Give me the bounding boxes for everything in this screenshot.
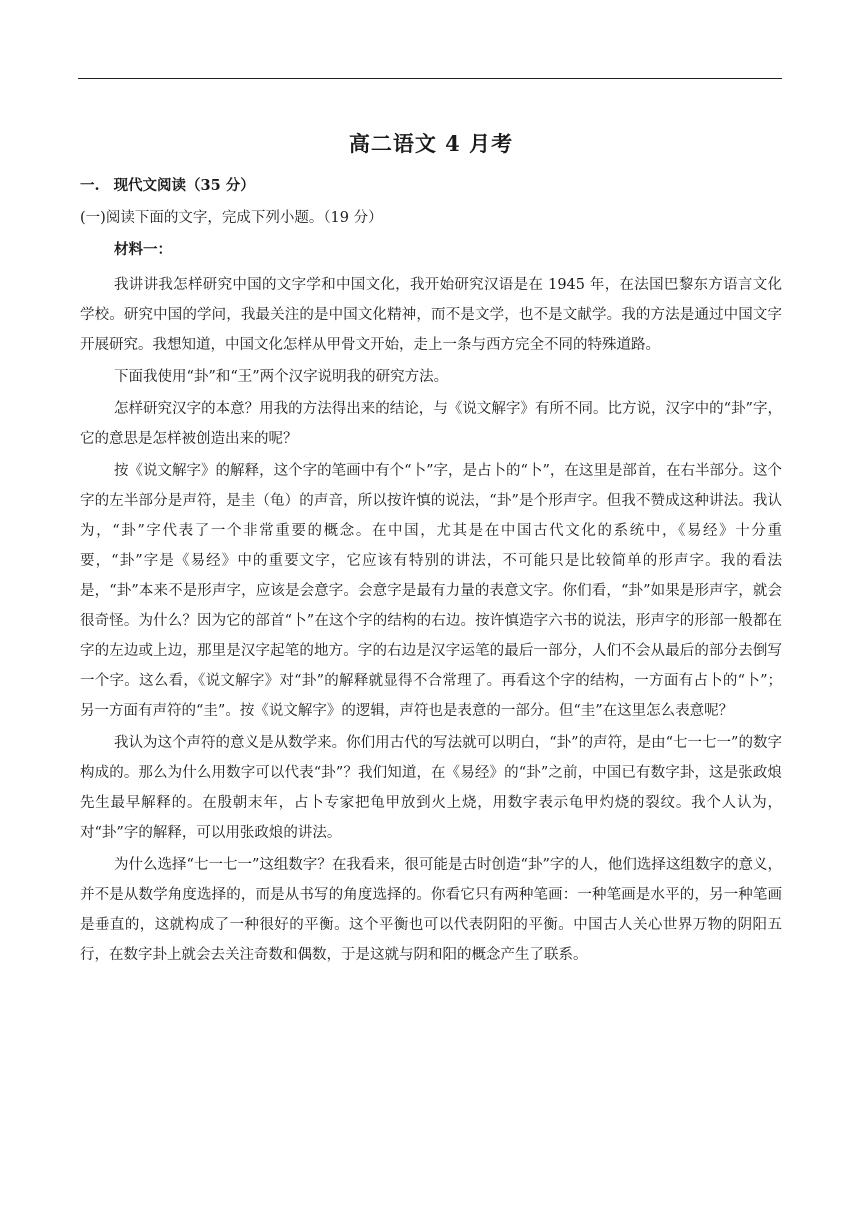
paragraph: 为什么选择“七一七一”这组数字？在我看来，很可能是古时创造“卦”字的人，他们选择这组数字的意义，并不是从数学角度选择的，而是从书写的角度选择的。你看它只有两种笔画：一种笔画是水平的，另一种笔画是垂直的，这就构成了一种很好的平衡。这个平衡也可以代表阴阳的平衡。中国古人关心世界万物的阴阳五行，在数字卦上就会去关注奇数和偶数，于是这就与阴和阳的概念产生了联系。 [80, 857, 782, 963]
paragraph: 怎样研究汉字的本意？用我的方法得出来的结论，与《说文解字》有所不同。比方说，汉字中的“卦”字，它的意思是怎样被创造出来的呢？ [80, 401, 782, 447]
paragraph: 下面我使用“卦”和“王”两个汉字说明我的研究方法。 [114, 369, 449, 385]
header-rule [78, 78, 782, 79]
paragraph: 我认为这个声符的意义是从数学来。你们用古代的写法就可以明白，“卦”的声符，是由“七一七一”的数字构成的。那么为什么用数字可以代表“卦”？我们知道，在《易经》的“卦”之前，中国已有数字卦，这是张政烺先生最早解释的。在殷朝末年，占卜专家把龟甲放到火上烧，用数字表示龟甲灼烧的裂纹。我个人认为，对“卦”字的解释，可以用张政烺的讲法。 [80, 735, 782, 841]
section-number: 一. [80, 177, 100, 194]
paragraph: 我讲讲我怎样研究中国的文字学和中国文化，我开始研究汉语是在 1945 年，在法国巴黎东方语言文化学校。研究中国的学问，我最关注的是中国文化精神，而不是文学，也不是文献学。我的方法是通过中国文字开展研究。我想知道，中国文化怎样从甲骨文开始，走上一条与西方完全不同的特殊道路。 [80, 277, 782, 353]
paragraph: 按《说文解字》的解释，这个字的笔画中有个“卜”字，是占卜的“卜”，在这里是部首，在右半部分。这个字的左半部分是声符，是圭（龟）的声音，所以按许慎的说法，“卦”是个形声字。但我不赞成这种讲法。我认为，“卦”字代表了一个非常重要的概念。在中国，尤其是在中国古代文化的系统中，《易经》十分重要，“卦”字是《易经》中的重要文字，它应该有特别的讲法，不可能只是比较简单的形声字。我的看法是，“卦”本来不是形声字，应该是会意字。会意字是最有力量的表意文字。你们看，“卦”如果是形声字，就会很奇怪。为什么？因为它的部首“卜”在这个字的结构的右边。按许慎造字六书的说法，形声字的形部一般都在字的左边或上边，那里是汉字起笔的地方。字的右边是汉字运笔的最后一部分，人们不会从最后的部分去倒写一个字。这么看，《说文解字》对“卦”的解释就显得不合常理了。再看这个字的结构，一方面有占卜的“卜”；另一方面有声符的“圭”。按《说文解字》的逻辑，声符也是表意的一部分。但“圭”在这里怎么表意呢？ [80, 463, 782, 719]
material-label: 材料一： [114, 241, 172, 258]
page-content [80, 128, 782, 972]
page-title: 高二语文 4 月考 [348, 131, 514, 156]
subsection-instruction: (一)阅读下面的文字，完成下列小题。（19 分） [80, 210, 383, 226]
section-heading [80, 174, 782, 198]
section-label: 现代文阅读（35 分） [113, 177, 255, 194]
